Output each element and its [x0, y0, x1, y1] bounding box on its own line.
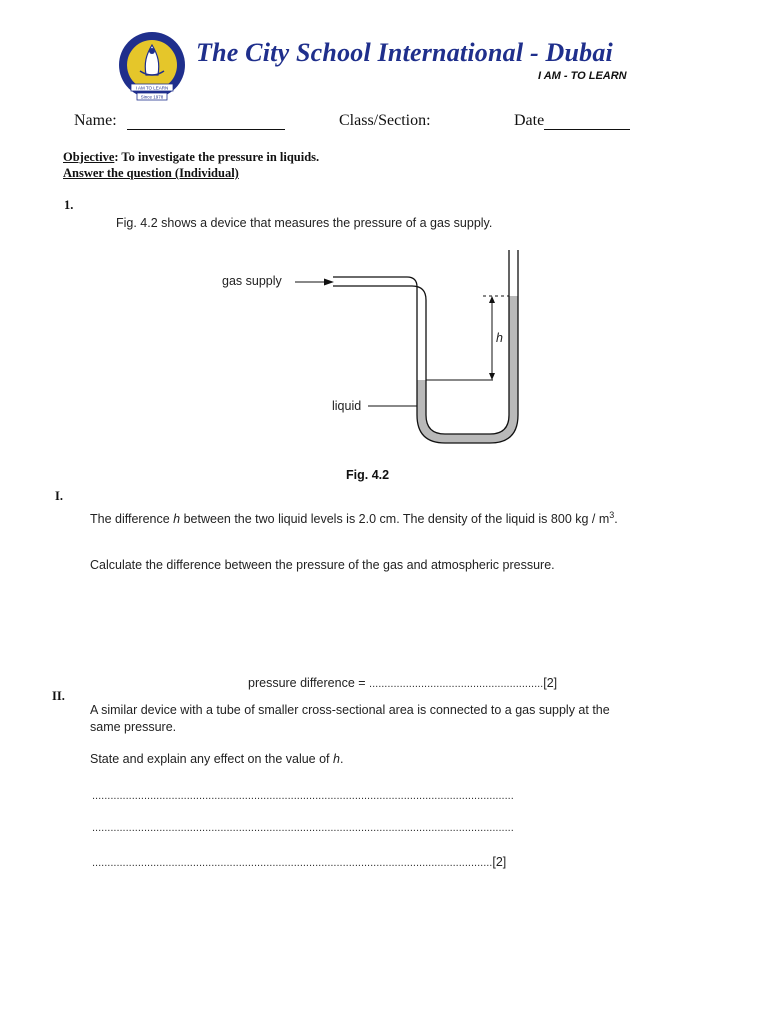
question-intro: Fig. 4.2 shows a device that measures the pressure of a gas supply. — [116, 216, 493, 230]
name-label: Name: — [74, 112, 117, 129]
part-i-text: The difference h between the two liquid levels is 2.0 cm. The density of the liquid is 800 kg / $m^3$. — [90, 510, 618, 527]
part-ii-marks: [2] — [492, 855, 507, 869]
height-arrow-bottom — [489, 373, 495, 380]
question-number: 1. — [64, 198, 74, 212]
school-logo — [116, 31, 188, 103]
part-ii-number: II. — [52, 689, 65, 703]
objective-label: Objective — [63, 150, 115, 164]
answer-line-1[interactable]: .......................................................................................................................................... — [92, 790, 514, 802]
u-tube-manometer-diagram — [200, 240, 540, 455]
part-i-var-h: h — [173, 512, 181, 527]
objective — [63, 150, 319, 165]
answer-line-2[interactable]: .......................................................................................................................................... — [92, 822, 514, 834]
pressure-answer-dots[interactable]: ......................................................... — [369, 678, 544, 690]
answer-line-3[interactable] — [92, 853, 628, 871]
liquid-label: liquid — [332, 399, 362, 413]
school-name: The City School International - Dubai — [196, 38, 613, 67]
date-field[interactable] — [514, 112, 630, 130]
class-section-label: Class/Section: — [339, 112, 431, 129]
school-motto: I AM - TO LEARN — [538, 70, 627, 82]
instruction: Answer the question (Individual) — [63, 166, 239, 180]
gas-supply-arrowhead — [324, 279, 334, 286]
gas-supply-label: gas supply — [222, 274, 282, 288]
part-ii-prompt: State and explain any effect on the value of h. — [90, 752, 344, 766]
logo-since-text: Since 1978 — [140, 94, 164, 100]
height-label: h — [496, 331, 503, 345]
date-label: Date — [514, 112, 545, 129]
logo-banner-text: I AM TO LEARN — [135, 85, 169, 91]
part-ii-var-h: h — [333, 752, 340, 766]
school-crest-icon — [116, 31, 188, 103]
answer-line-3-dots[interactable]: ................................................................................................................................... — [92, 857, 493, 869]
pressure-answer-line[interactable] — [248, 676, 557, 690]
name-blank[interactable] — [127, 113, 285, 130]
date-blank[interactable] — [544, 113, 630, 130]
pressure-answer-label: pressure difference = — [248, 676, 370, 690]
part-i-number: I. — [55, 489, 63, 503]
name-field[interactable] — [74, 112, 285, 130]
part-ii-text: A similar device with a tube of smaller cross-sectional area is connected to a gas supply at the same pressure. — [90, 703, 610, 734]
liquid-fill — [417, 296, 518, 443]
part-i-marks: [2] — [543, 676, 558, 690]
figure-caption: Fig. 4.2 — [346, 468, 390, 482]
objective-text: : To investigate the pressure in liquids. — [114, 150, 320, 164]
part-i-prompt: Calculate the difference between the pressure of the gas and atmospheric pressure. — [90, 558, 555, 572]
height-arrow-top — [489, 296, 495, 303]
